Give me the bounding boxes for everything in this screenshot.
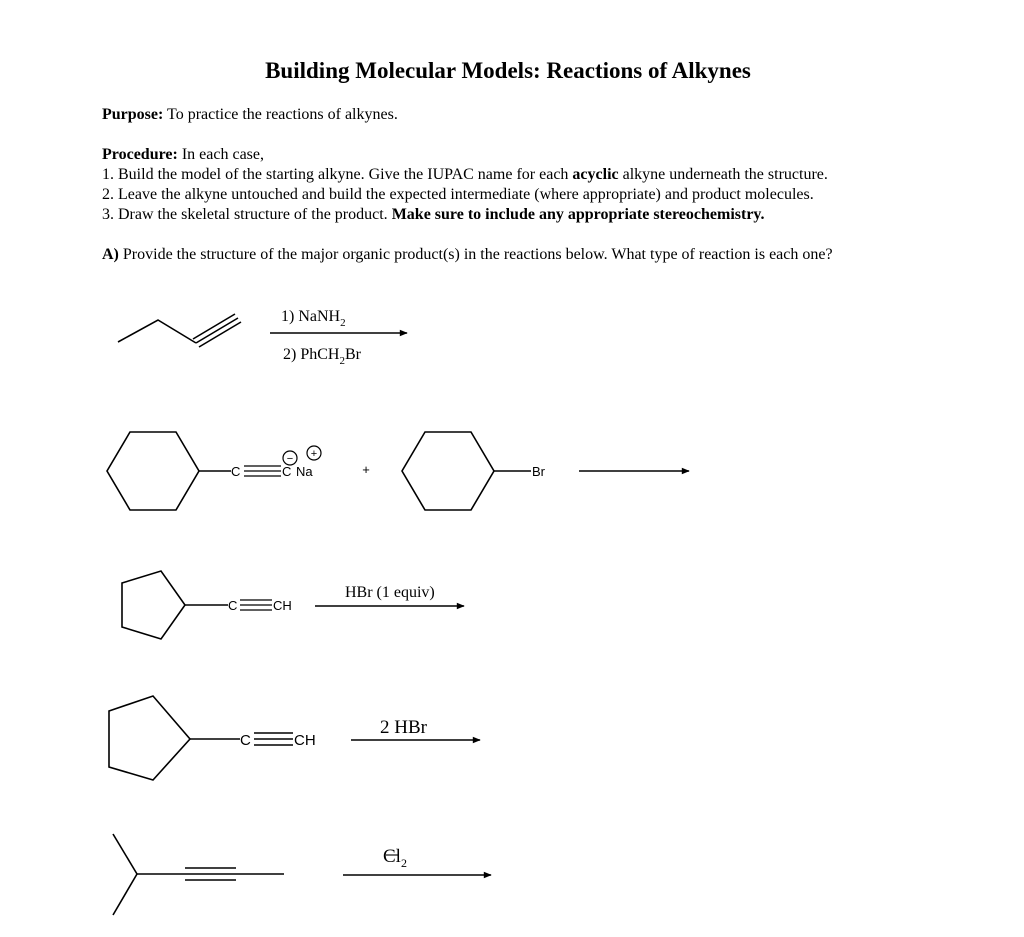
- triple-bond-3: [240, 600, 272, 610]
- reaction-4: [109, 696, 480, 780]
- page-title: Building Molecular Models: Reactions of Alkynes: [265, 58, 751, 83]
- reagent-5: $Cl_2$: [383, 846, 407, 870]
- step-1-bold: acyclic: [572, 166, 619, 183]
- reaction-1: [118, 308, 407, 367]
- sodium-counter-ion: Na: [296, 464, 313, 479]
- reaction-2: [107, 432, 689, 510]
- purpose-text: To practice the reactions of alkynes.: [163, 106, 398, 123]
- step-3-bold: Make sure to include any appropriate stereochemistry.: [391, 206, 765, 223]
- procedure-label: Procedure:: [102, 146, 178, 163]
- bromine-label: Br: [532, 464, 545, 479]
- methylpentyne-structure: [113, 834, 284, 915]
- positive-charge-sign: +: [310, 448, 318, 460]
- reagent-4: 2 HBr: [380, 717, 427, 738]
- acetylide-carbon-1: C: [231, 464, 241, 479]
- plus-sign: +: [362, 462, 370, 477]
- terminal-ch-4: CH: [294, 732, 316, 749]
- reaction-3: [122, 571, 464, 639]
- cyclopentane-ring-1: [122, 571, 185, 639]
- question-label: A): [102, 246, 119, 263]
- cyclohexane-ring: [107, 432, 199, 510]
- procedure-intro: In each case,: [177, 146, 264, 163]
- reagent-1-step-2: 2) PhCH$_2$Br: [283, 346, 361, 367]
- step-2-text: 2. Leave the alkyne untouched and build the expected intermediate (where appropriate) and product molecules.: [102, 186, 814, 203]
- purpose-label: Purpose:: [102, 106, 164, 123]
- alkyne-carbon-4: C: [240, 732, 251, 749]
- acetylide-carbon-2: C: [282, 464, 292, 479]
- step-3-text: 3. Draw the skeletal structure of the product.: [102, 206, 392, 223]
- negative-charge-sign: −: [286, 453, 294, 465]
- step-1-text: 1. Build the model of the starting alkyne. Give the IUPAC name for each: [102, 166, 573, 183]
- cyclopentane-ring-2: [109, 696, 190, 780]
- triple-bond-4: [254, 733, 293, 745]
- terminal-ch-3: CH: [273, 598, 292, 613]
- butyne-structure: [118, 314, 241, 347]
- triple-bond: [244, 466, 281, 476]
- question-text: Provide the structure of the major organic product(s) in the reactions below. What type of reaction is each one?: [118, 246, 833, 263]
- bromocyclohexane-ring: [402, 432, 494, 510]
- reaction-5: [113, 834, 491, 915]
- alkyne-carbon-3: C: [228, 598, 238, 613]
- step-1-text-end: alkyne underneath the structure.: [618, 166, 828, 183]
- reagent-1-step-1: 1) NaNH$_2$: [281, 308, 346, 329]
- reagent-3: HBr (1 equiv): [345, 584, 435, 601]
